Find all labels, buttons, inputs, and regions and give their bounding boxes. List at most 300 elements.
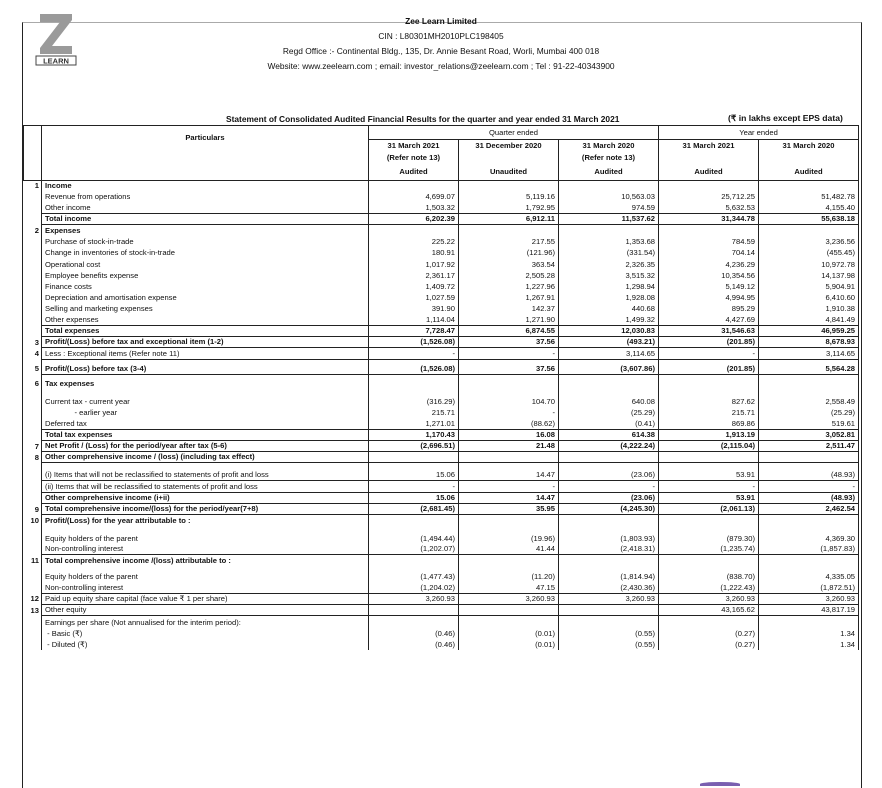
value-cell: (2,061.13) xyxy=(659,503,759,514)
row-number xyxy=(24,292,42,303)
value-cell: 3,052.81 xyxy=(759,429,859,440)
table-row xyxy=(24,628,859,639)
value-cell: 3,260.93 xyxy=(759,593,859,604)
row-label: Employee benefits expense xyxy=(42,270,369,281)
value-cell: (1,814.94) xyxy=(559,566,659,582)
value-cell: 363.54 xyxy=(459,258,559,269)
value-cell: 1,271.90 xyxy=(459,314,559,325)
value-cell xyxy=(459,616,559,628)
value-cell xyxy=(459,225,559,236)
value-cell: 869.86 xyxy=(659,418,759,429)
table-row xyxy=(24,418,859,429)
row-label: Other comprehensive income (i+ii) xyxy=(42,492,369,503)
table-row xyxy=(24,303,859,314)
table-row xyxy=(24,270,859,281)
value-cell: 3,515.32 xyxy=(559,270,659,281)
value-cell: 6,410.60 xyxy=(759,292,859,303)
value-cell: (201.85) xyxy=(659,337,759,348)
table-row xyxy=(24,593,859,604)
value-cell: 43,817.19 xyxy=(759,604,859,615)
value-cell: (0.46) xyxy=(369,639,459,650)
value-cell: 640.08 xyxy=(559,389,659,407)
value-cell: 37.56 xyxy=(459,359,559,374)
row-number xyxy=(24,247,42,258)
table-row xyxy=(24,325,859,336)
value-cell: 14,137.98 xyxy=(759,270,859,281)
row-label: Profit/(Loss) before tax (3-4) xyxy=(42,359,369,374)
value-cell: (493.21) xyxy=(559,337,659,348)
company-header xyxy=(0,14,882,74)
row-number: 10 xyxy=(24,515,42,526)
row-number: 3 xyxy=(24,337,42,348)
table-row xyxy=(24,582,859,593)
value-cell: 51,482.78 xyxy=(759,191,859,202)
value-cell: 391.90 xyxy=(369,303,459,314)
table-row xyxy=(24,463,859,481)
value-cell: 4,427.69 xyxy=(659,314,759,325)
value-cell: 1,503.32 xyxy=(369,202,459,213)
row-label: Total comprehensive income/(loss) for the period/year(7+8) xyxy=(42,503,369,514)
value-cell: (0.01) xyxy=(459,639,559,650)
row-number xyxy=(24,582,42,593)
row-number xyxy=(24,481,42,492)
value-cell: (23.06) xyxy=(559,492,659,503)
value-cell: 15.06 xyxy=(369,492,459,503)
value-cell xyxy=(559,452,659,463)
col-header-date: 31 March 2021 xyxy=(659,140,759,165)
statement-title: Statement of Consolidated Audited Financial Results for the quarter and year ended 31 March 2021 xyxy=(226,114,620,124)
table-row xyxy=(24,202,859,213)
value-cell: 1,792.95 xyxy=(459,202,559,213)
value-cell xyxy=(559,225,659,236)
stamp-mark xyxy=(700,782,740,786)
value-cell: 704.14 xyxy=(659,247,759,258)
value-cell xyxy=(659,180,759,191)
value-cell: 14.47 xyxy=(459,463,559,481)
value-cell xyxy=(759,374,859,389)
value-cell xyxy=(459,374,559,389)
row-label: Total tax expenses xyxy=(42,429,369,440)
company-office: Regd Office :- Continental Bldg., 135, Dr. Annie Besant Road, Worli, Mumbai 400 018 xyxy=(282,46,600,56)
row-label: Other equity xyxy=(42,604,369,615)
value-cell: 2,326.35 xyxy=(559,258,659,269)
value-cell: (1,526.08) xyxy=(369,337,459,348)
row-number xyxy=(24,566,42,582)
value-cell: 827.62 xyxy=(659,389,759,407)
table-row xyxy=(24,526,859,544)
table-row xyxy=(24,292,859,303)
value-cell: 1,170.43 xyxy=(369,429,459,440)
row-label: Operational cost xyxy=(42,258,369,269)
value-cell: 4,236.29 xyxy=(659,258,759,269)
value-cell: (88.62) xyxy=(459,418,559,429)
value-cell: 55,638.18 xyxy=(759,214,859,225)
value-cell: 16.08 xyxy=(459,429,559,440)
value-cell xyxy=(759,225,859,236)
value-cell: 6,202.39 xyxy=(369,214,459,225)
value-cell: 6,912.11 xyxy=(459,214,559,225)
row-number xyxy=(24,214,42,225)
table-row xyxy=(24,314,859,325)
value-cell: 1,499.32 xyxy=(559,314,659,325)
value-cell: (2,696.51) xyxy=(369,441,459,452)
value-cell: 5,632.53 xyxy=(659,202,759,213)
row-label: Expenses xyxy=(42,225,369,236)
value-cell: 3,236.56 xyxy=(759,236,859,247)
value-cell: 1,114.04 xyxy=(369,314,459,325)
row-label: (i) Items that will not be reclassified to statements of profit and loss xyxy=(42,463,369,481)
value-cell: 1,910.38 xyxy=(759,303,859,314)
table-row xyxy=(24,236,859,247)
col-header-date: 31 December 2020 xyxy=(459,140,559,165)
table-row xyxy=(24,258,859,269)
value-cell: 1,913.19 xyxy=(659,429,759,440)
financial-rows xyxy=(24,180,859,650)
row-number xyxy=(24,281,42,292)
row-number xyxy=(24,236,42,247)
value-cell: - xyxy=(369,481,459,492)
value-cell: (2,681.45) xyxy=(369,503,459,514)
table-row xyxy=(24,225,859,236)
value-cell: 142.37 xyxy=(459,303,559,314)
value-cell: 104.70 xyxy=(459,389,559,407)
value-cell: - xyxy=(659,348,759,359)
value-cell xyxy=(369,616,459,628)
row-number xyxy=(24,628,42,639)
value-cell: (1,857.83) xyxy=(759,544,859,555)
value-cell: (1,202.07) xyxy=(369,544,459,555)
row-number: 5 xyxy=(24,359,42,374)
value-cell xyxy=(459,555,559,566)
value-cell: 2,505.28 xyxy=(459,270,559,281)
value-cell: 41.44 xyxy=(459,544,559,555)
row-number xyxy=(24,407,42,418)
value-cell xyxy=(759,616,859,628)
row-label: Less : Exceptional items (Refer note 11) xyxy=(42,348,369,359)
col-header-date: 31 March 2020 xyxy=(759,140,859,165)
value-cell: (838.70) xyxy=(659,566,759,582)
row-label: Depreciation and amortisation expense xyxy=(42,292,369,303)
row-label: Earnings per share (Not annualised for the interim period): xyxy=(42,616,369,628)
value-cell: 11,537.62 xyxy=(559,214,659,225)
value-cell xyxy=(759,515,859,526)
row-label: Net Profit / (Loss) for the period/year after tax (5-6) xyxy=(42,441,369,452)
row-label: Tax expenses xyxy=(42,374,369,389)
value-cell: (1,803.93) xyxy=(559,526,659,544)
table-row xyxy=(24,407,859,418)
value-cell xyxy=(659,555,759,566)
quarter-ended-header: Quarter ended xyxy=(369,126,659,140)
value-cell: 2,511.47 xyxy=(759,441,859,452)
value-cell xyxy=(659,225,759,236)
value-cell xyxy=(369,374,459,389)
table-row xyxy=(24,566,859,582)
value-cell: 4,841.49 xyxy=(759,314,859,325)
value-cell: (455.45) xyxy=(759,247,859,258)
value-cell: (1,204.02) xyxy=(369,582,459,593)
value-cell: (23.06) xyxy=(559,463,659,481)
value-cell: (0.27) xyxy=(659,639,759,650)
particulars-header: Particulars xyxy=(42,126,369,181)
value-cell: 37.56 xyxy=(459,337,559,348)
value-cell: (0.55) xyxy=(559,628,659,639)
value-cell: 215.71 xyxy=(369,407,459,418)
value-cell: (11.20) xyxy=(459,566,559,582)
table-row xyxy=(24,616,859,628)
value-cell: 4,699.07 xyxy=(369,191,459,202)
company-cin: CIN : L80301MH2010PLC198405 xyxy=(378,31,504,41)
col-header-date: 31 March 2021 (Refer note 13) xyxy=(369,140,459,165)
row-number xyxy=(24,325,42,336)
value-cell: 225.22 xyxy=(369,236,459,247)
table-row xyxy=(24,214,859,225)
value-cell: (331.54) xyxy=(559,247,659,258)
value-cell: 4,335.05 xyxy=(759,566,859,582)
value-cell xyxy=(369,515,459,526)
value-cell: 43,165.62 xyxy=(659,604,759,615)
value-cell: (879.30) xyxy=(659,526,759,544)
value-cell: (0.55) xyxy=(559,639,659,650)
value-cell xyxy=(559,555,659,566)
table-row xyxy=(24,481,859,492)
value-cell xyxy=(459,180,559,191)
table-row xyxy=(24,492,859,503)
value-cell: (2,418.31) xyxy=(559,544,659,555)
value-cell: (19.96) xyxy=(459,526,559,544)
table-row xyxy=(24,247,859,258)
value-cell: (1,494.44) xyxy=(369,526,459,544)
table-row xyxy=(24,515,859,526)
table-row xyxy=(24,389,859,407)
row-label: - Diluted (₹) xyxy=(42,639,369,650)
value-cell: 3,260.93 xyxy=(659,593,759,604)
value-cell: 784.59 xyxy=(659,236,759,247)
row-label: Deferred tax xyxy=(42,418,369,429)
value-cell xyxy=(369,180,459,191)
row-label: Total comprehensive income /(loss) attributable to : xyxy=(42,555,369,566)
value-cell: 1,928.08 xyxy=(559,292,659,303)
value-cell: (25.29) xyxy=(559,407,659,418)
row-number xyxy=(24,492,42,503)
value-cell xyxy=(459,604,559,615)
value-cell: 3,114.65 xyxy=(759,348,859,359)
value-cell: 1,227.96 xyxy=(459,281,559,292)
value-cell xyxy=(559,374,659,389)
row-label: Profit/(Loss) for the year attributable to : xyxy=(42,515,369,526)
value-cell: 10,354.56 xyxy=(659,270,759,281)
row-number xyxy=(24,314,42,325)
value-cell: (201.85) xyxy=(659,359,759,374)
row-number: 8 xyxy=(24,452,42,463)
row-number xyxy=(24,418,42,429)
col-header-status: Audited xyxy=(759,164,859,180)
table-row xyxy=(24,604,859,615)
col-header-status: Audited xyxy=(659,164,759,180)
value-cell: 4,155.40 xyxy=(759,202,859,213)
value-cell: (316.29) xyxy=(369,389,459,407)
table-row xyxy=(24,452,859,463)
value-cell: (2,430.36) xyxy=(559,582,659,593)
row-label: Current tax - current year xyxy=(42,389,369,407)
row-label: - earlier year xyxy=(42,407,369,418)
value-cell: 10,972.78 xyxy=(759,258,859,269)
company-name: Zee Learn Limited xyxy=(405,16,477,26)
table-row xyxy=(24,555,859,566)
financial-results-table xyxy=(23,125,859,650)
value-cell xyxy=(559,180,659,191)
value-cell: 1,409.72 xyxy=(369,281,459,292)
table-row xyxy=(24,337,859,348)
value-cell: (0.46) xyxy=(369,628,459,639)
value-cell: 53.91 xyxy=(659,492,759,503)
row-number xyxy=(24,389,42,407)
value-cell: (0.01) xyxy=(459,628,559,639)
row-number xyxy=(24,202,42,213)
value-cell: 12,030.83 xyxy=(559,325,659,336)
value-cell xyxy=(369,604,459,615)
value-cell: 5,904.91 xyxy=(759,281,859,292)
table-row xyxy=(24,503,859,514)
table-row xyxy=(24,191,859,202)
value-cell: 15.06 xyxy=(369,463,459,481)
value-cell xyxy=(659,515,759,526)
svg-text:LEARN: LEARN xyxy=(43,56,69,66)
value-cell: 8,678.93 xyxy=(759,337,859,348)
row-number xyxy=(24,270,42,281)
value-cell: - xyxy=(659,481,759,492)
row-number: 1 xyxy=(24,180,42,191)
value-cell xyxy=(369,555,459,566)
table-row xyxy=(24,441,859,452)
row-number: 6 xyxy=(24,374,42,389)
row-label: Total income xyxy=(42,214,369,225)
value-cell: (1,872.51) xyxy=(759,582,859,593)
value-cell: (1,526.08) xyxy=(369,359,459,374)
value-cell: (1,222.43) xyxy=(659,582,759,593)
row-label: Total expenses xyxy=(42,325,369,336)
value-cell xyxy=(759,180,859,191)
value-cell: 3,114.65 xyxy=(559,348,659,359)
row-label: Revenue from operations xyxy=(42,191,369,202)
row-number xyxy=(24,429,42,440)
value-cell xyxy=(369,452,459,463)
row-number: 12 xyxy=(24,593,42,604)
value-cell: 895.29 xyxy=(659,303,759,314)
value-cell: 1.34 xyxy=(759,639,859,650)
col-header-status: Audited xyxy=(369,164,459,180)
value-cell: 440.68 xyxy=(559,303,659,314)
value-cell: 21.48 xyxy=(459,441,559,452)
row-label: Change in inventories of stock-in-trade xyxy=(42,247,369,258)
row-label: Other income xyxy=(42,202,369,213)
value-cell: (1,235.74) xyxy=(659,544,759,555)
value-cell xyxy=(369,225,459,236)
row-number: 13 xyxy=(24,604,42,615)
row-number: 2 xyxy=(24,225,42,236)
col-header-status: Unaudited xyxy=(459,164,559,180)
row-number xyxy=(24,303,42,314)
value-cell: 2,558.49 xyxy=(759,389,859,407)
row-label: Purchase of stock-in-trade xyxy=(42,236,369,247)
table-row xyxy=(24,429,859,440)
value-cell: 5,564.28 xyxy=(759,359,859,374)
value-cell xyxy=(459,515,559,526)
row-label: Income xyxy=(42,180,369,191)
value-cell: 1,298.94 xyxy=(559,281,659,292)
row-number: 7 xyxy=(24,441,42,452)
table-row xyxy=(24,348,859,359)
value-cell: 2,361.17 xyxy=(369,270,459,281)
value-cell: 5,119.16 xyxy=(459,191,559,202)
value-cell: 31,546.63 xyxy=(659,325,759,336)
row-label: (ii) Items that will be reclassified to statements of profit and loss xyxy=(42,481,369,492)
value-cell: 974.59 xyxy=(559,202,659,213)
value-cell: 53.91 xyxy=(659,463,759,481)
value-cell xyxy=(659,616,759,628)
row-label: Equity holders of the parent xyxy=(42,526,369,544)
table-row xyxy=(24,281,859,292)
value-cell: (3,607.86) xyxy=(559,359,659,374)
value-cell: 519.61 xyxy=(759,418,859,429)
row-number: 4 xyxy=(24,348,42,359)
value-cell: - xyxy=(759,481,859,492)
value-cell: 1,353.68 xyxy=(559,236,659,247)
value-cell: (48.93) xyxy=(759,463,859,481)
row-label: Selling and marketing expenses xyxy=(42,303,369,314)
row-number: 9 xyxy=(24,503,42,514)
col-header-date: 31 March 2020 (Refer note 13) xyxy=(559,140,659,165)
value-cell: (48.93) xyxy=(759,492,859,503)
row-label: Equity holders of the parent xyxy=(42,566,369,582)
value-cell: (4,222.24) xyxy=(559,441,659,452)
value-cell: 6,874.55 xyxy=(459,325,559,336)
value-cell: - xyxy=(459,407,559,418)
value-cell: (0.27) xyxy=(659,628,759,639)
row-label: Non-controlling interest xyxy=(42,582,369,593)
sn-header xyxy=(24,126,42,181)
row-number xyxy=(24,616,42,628)
company-website: Website: www.zeelearn.com ; email: investor_relations@zeelearn.com ; Tel : 91-22-40343900 xyxy=(267,61,615,71)
value-cell xyxy=(759,452,859,463)
row-number xyxy=(24,191,42,202)
value-cell: 3,260.93 xyxy=(459,593,559,604)
value-cell: - xyxy=(459,348,559,359)
table-row xyxy=(24,374,859,389)
row-label: - Basic (₹) xyxy=(42,628,369,639)
value-cell: (4,245.30) xyxy=(559,503,659,514)
row-number xyxy=(24,639,42,650)
value-cell: 3,260.93 xyxy=(559,593,659,604)
value-cell xyxy=(759,555,859,566)
col-header-status: Audited xyxy=(559,164,659,180)
value-cell: - xyxy=(369,348,459,359)
value-cell: 1,017.92 xyxy=(369,258,459,269)
row-label: Other expenses xyxy=(42,314,369,325)
value-cell: 1.34 xyxy=(759,628,859,639)
value-cell xyxy=(559,604,659,615)
row-label: Non-controlling interest xyxy=(42,544,369,555)
value-cell: 7,728.47 xyxy=(369,325,459,336)
value-cell: (0.41) xyxy=(559,418,659,429)
value-cell xyxy=(459,452,559,463)
value-cell: 35.95 xyxy=(459,503,559,514)
value-cell: 2,462.54 xyxy=(759,503,859,514)
value-cell: - xyxy=(459,481,559,492)
row-label: Finance costs xyxy=(42,281,369,292)
value-cell: 1,267.91 xyxy=(459,292,559,303)
value-cell: 47.15 xyxy=(459,582,559,593)
row-number xyxy=(24,258,42,269)
